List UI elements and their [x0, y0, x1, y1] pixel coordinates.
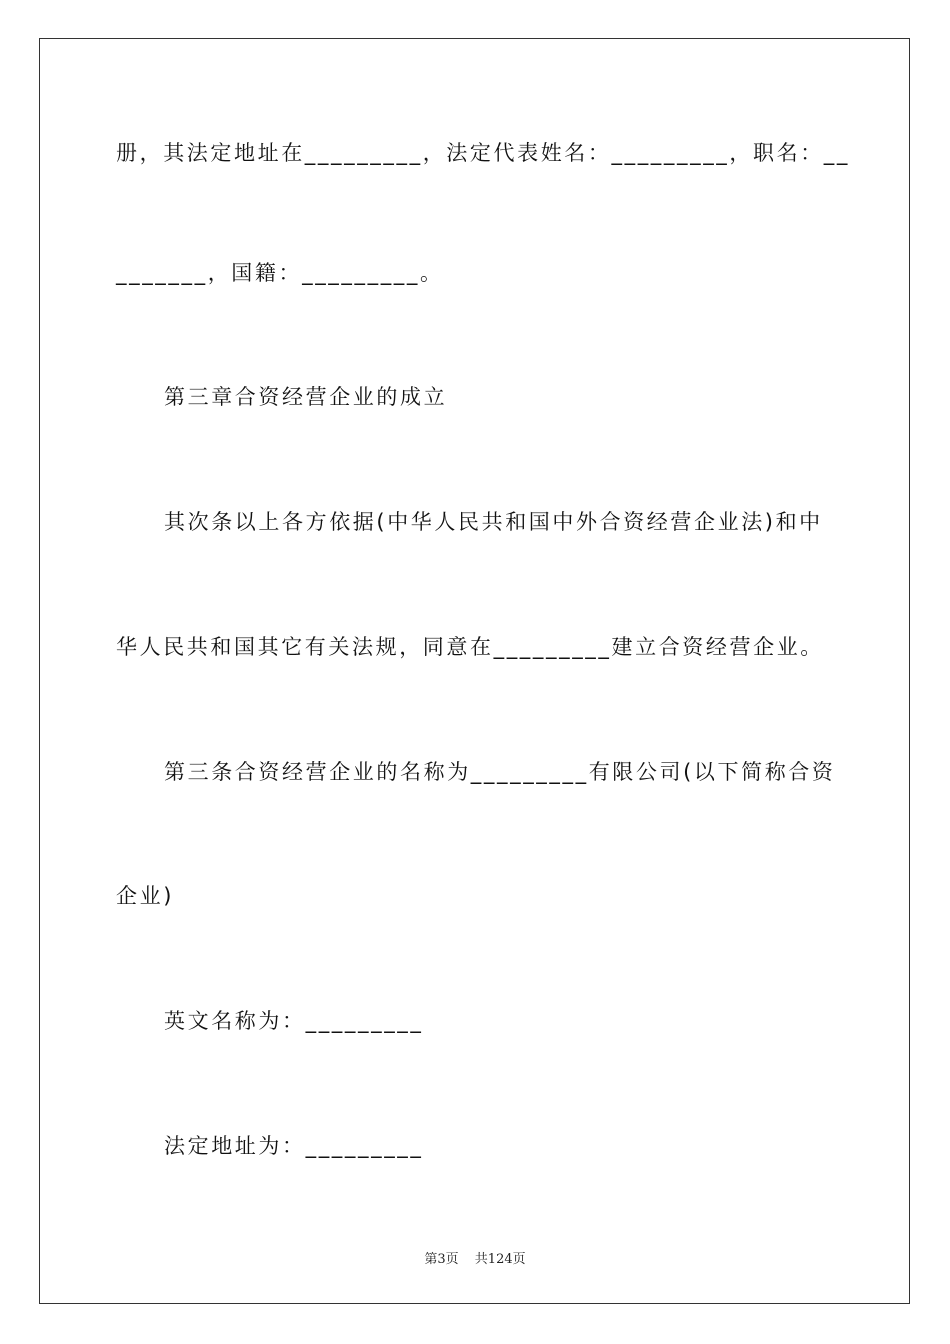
english-name-line: 英文名称为：_________	[164, 1009, 424, 1033]
page-border	[39, 38, 910, 1304]
legal-address-line: 法定地址为：_________	[164, 1134, 424, 1158]
text-line-2: _______，国籍：_________。	[116, 261, 444, 285]
page-total: 共124页	[474, 1252, 526, 1267]
text-line-1: 册，其法定地址在_________，法定代表姓名：_________，职名：__	[116, 141, 850, 165]
page-number: 第3页	[424, 1252, 459, 1267]
page-footer	[0, 1248, 950, 1267]
article-3-line-1: 第三条合资经营企业的名称为_________有限公司(以下简称合资	[164, 760, 836, 784]
article-2-line-2: 华人民共和国其它有关法规，同意在_________建立合资经营企业。	[116, 635, 824, 659]
article-3-line-2: 企业)	[116, 884, 174, 908]
chapter-heading: 第三章合资经营企业的成立	[164, 385, 448, 409]
article-2-line-1: 其次条以上各方依据(中华人民共和国中外合资经营企业法)和中	[164, 510, 823, 534]
